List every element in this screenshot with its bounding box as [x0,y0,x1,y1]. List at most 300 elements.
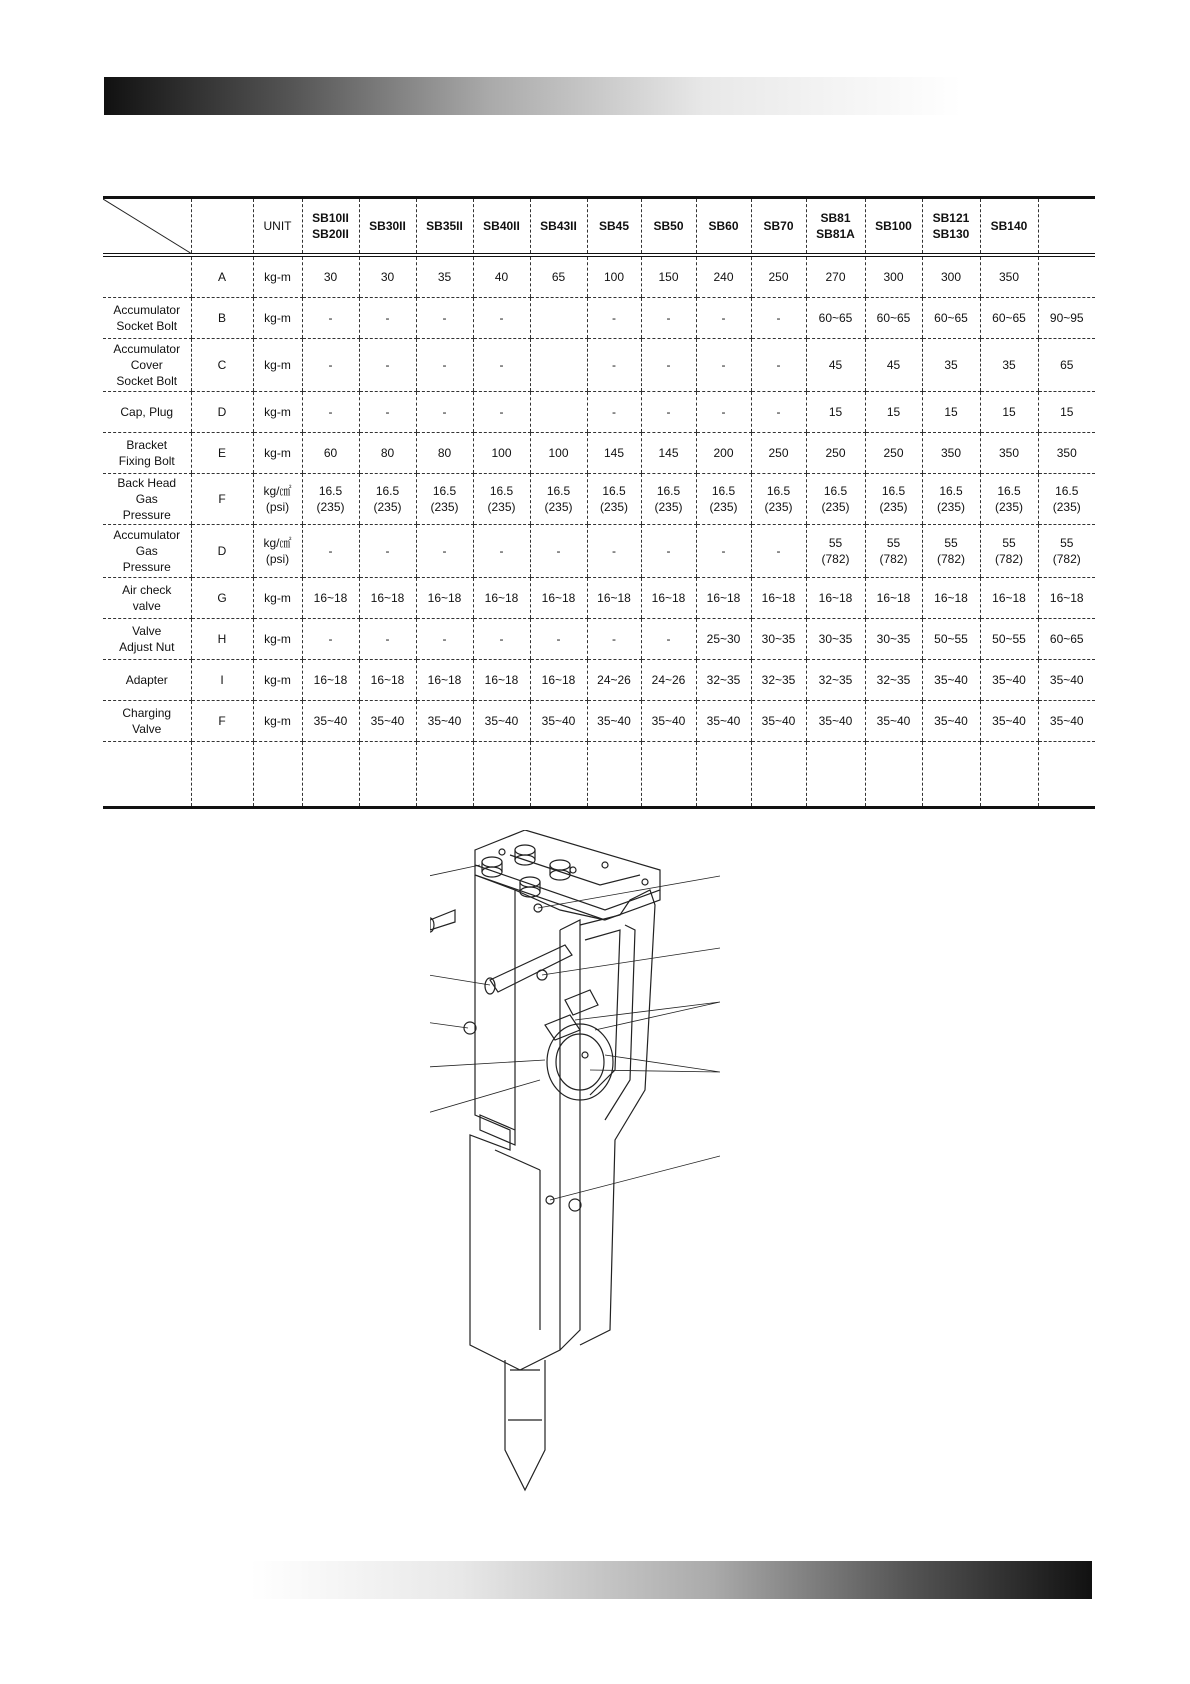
model-header [302,198,359,256]
cell-line: 16~18 [484,673,519,687]
cell-line: 16.5 [711,484,736,498]
blank-cell [865,742,922,808]
value-cell [696,474,751,525]
value-cell [641,392,696,433]
unit-cell [253,474,302,525]
value-cell [865,474,922,525]
cell-line: 80 [437,446,452,460]
value-cell [641,339,696,392]
value-cell [302,578,359,619]
unit-cell [253,660,302,701]
cell-line: 30~35 [818,632,853,646]
cell-line: - [776,544,781,558]
value-cell [641,619,696,660]
cell-line: (235) [544,500,573,514]
cell-line: 16~18 [427,591,462,605]
value-cell [302,474,359,525]
part-name-cell [103,298,191,339]
cell-line: 16~18 [651,591,686,605]
value-cell [806,433,865,474]
value-cell [530,255,587,298]
cell-line: 35 [944,358,958,372]
cell-line: kg/㎠ [263,484,292,498]
cell-line: 350 [998,270,1020,284]
value-cell [806,339,865,392]
part-code-cell: C [191,339,253,392]
value-cell [696,339,751,392]
cell-line: 150 [658,270,679,284]
cell-line: 35~40 [934,673,968,687]
cell-line: 100 [548,446,569,460]
value-cell [980,660,1038,701]
value-cell [1038,474,1095,525]
part-name-cell [103,474,191,525]
cell-line: - [499,632,504,646]
cell-line: - [385,632,390,646]
cell-line: 30~35 [876,632,911,646]
cell-line: kg-m [264,311,291,325]
value-cell [865,392,922,433]
cell-line: valve [132,599,161,613]
cell-line: SB121 [932,211,970,225]
cell-line: 16~18 [876,591,911,605]
cell-line: - [556,544,561,558]
cell-line: 55 [1002,536,1016,550]
cell-line: (235) [879,500,908,514]
cell-line: (782) [1052,552,1081,566]
cell-line: 35~40 [427,714,462,728]
cell-line: 32~35 [818,673,853,687]
model-header [473,198,530,256]
cell-line: Valve [132,624,162,638]
value-cell [473,701,530,742]
cell-line: 25~30 [706,632,741,646]
part-name-cell [103,255,191,298]
value-cell [302,660,359,701]
cell-line: - [721,405,726,419]
cell-line: - [612,632,616,646]
value-cell [302,339,359,392]
header-gradient-bar [104,77,962,115]
value-cell [359,701,416,742]
value-cell [1038,660,1095,701]
cell-line: 16~18 [541,673,576,687]
value-cell [751,433,806,474]
blank-cell [473,742,530,808]
cell-line: 32~35 [706,673,741,687]
value-cell [806,660,865,701]
part-code-cell: G [191,578,253,619]
value-cell [806,298,865,339]
value-cell [980,339,1038,392]
table-row [103,660,1095,701]
cell-line: 35~40 [651,714,686,728]
cell-line: 60~65 [876,311,911,325]
cell-line: 250 [883,446,904,460]
cell-line: SB30II [369,219,406,233]
value-cell [530,392,587,433]
value-cell [530,339,587,392]
cell-line: 300 [940,270,962,284]
value-cell [865,298,922,339]
part-code-cell: D [191,525,253,578]
value-cell [1038,433,1095,474]
cell-line: (782) [936,552,965,566]
value-cell [641,298,696,339]
value-cell [922,701,980,742]
cell-line: 65 [1060,358,1074,372]
value-cell [865,701,922,742]
cell-line: 16~18 [1049,591,1084,605]
value-cell [696,701,751,742]
cell-line: kg-m [264,358,291,372]
blank-cell [191,742,253,808]
cell-line: 35~40 [1049,673,1084,687]
value-cell [696,619,751,660]
value-cell [696,578,751,619]
footer-gradient-bar [250,1561,1092,1599]
value-cell [302,392,359,433]
cell-line: - [612,544,616,558]
header-code-cell [191,198,253,256]
cell-line: - [721,311,726,325]
cell-line: - [442,358,447,372]
value-cell [1038,298,1095,339]
part-name-cell [103,339,191,392]
cell-line: 250 [768,446,789,460]
cell-line: (235) [1052,500,1081,514]
cell-line: kg-m [264,591,291,605]
cell-line: 16~18 [992,591,1026,605]
cell-line: kg/㎠ [263,536,292,550]
cell-line: SB140 [990,219,1028,233]
cell-line: kg-m [264,446,291,460]
unit-cell [253,619,302,660]
table-row [103,433,1095,474]
part-name-cell [103,660,191,701]
table-row [103,701,1095,742]
part-name-cell [103,578,191,619]
value-cell [751,474,806,525]
value-cell [359,474,416,525]
value-cell [302,255,359,298]
value-cell [922,619,980,660]
cell-line: 40 [494,270,509,284]
cell-line: Cover [130,358,163,372]
model-header [865,198,922,256]
part-code-cell: F [191,701,253,742]
blank-cell [587,742,641,808]
cell-line: 45 [828,358,843,372]
value-cell [696,255,751,298]
cell-line: 350 [1056,446,1077,460]
value-cell [587,525,641,578]
value-cell [359,525,416,578]
cell-line: - [499,405,504,419]
cell-line: 16.5 [881,484,906,498]
unit-cell [253,339,302,392]
blank-cell [302,742,359,808]
value-cell [359,619,416,660]
cell-line: 16.5 [939,484,963,498]
table-row [103,619,1095,660]
value-cell [359,660,416,701]
cell-line: 35~40 [1049,714,1084,728]
cell-line: 15 [886,405,901,419]
value-cell [696,433,751,474]
value-cell [302,619,359,660]
cell-line: SB100 [875,219,912,233]
blank-cell [530,742,587,808]
value-cell [416,525,473,578]
value-cell [922,433,980,474]
model-header [751,198,806,256]
value-cell [473,392,530,433]
cell-line: 60~65 [934,311,968,325]
unit-cell [253,433,302,474]
cell-line: 35~40 [818,714,853,728]
cell-line: - [442,632,447,646]
cell-line: 16~18 [370,673,405,687]
cell-line: - [666,632,671,646]
cell-line: SB50 [653,219,684,233]
cell-line: 16~18 [934,591,968,605]
cell-line: - [721,544,726,558]
cell-line: 30~35 [761,632,796,646]
cell-line: 60~65 [1049,632,1084,646]
cell-line: 16.5 [823,484,848,498]
cell-line: 16~18 [597,591,631,605]
value-cell [865,255,922,298]
cell-line: 55 [886,536,901,550]
value-cell [587,619,641,660]
table-row [103,298,1095,339]
cell-line: - [328,358,333,372]
value-cell [980,619,1038,660]
cell-line: 145 [603,446,625,460]
cell-line: 16~18 [313,591,348,605]
cell-line: 35~40 [876,714,911,728]
value-cell [865,433,922,474]
cell-line: 60~65 [818,311,853,325]
value-cell [530,701,587,742]
cell-line: 35~40 [992,673,1026,687]
part-code-cell: D [191,392,253,433]
value-cell [416,255,473,298]
value-cell [416,578,473,619]
cell-line: 200 [713,446,734,460]
value-cell [696,392,751,433]
blank-cell [1038,742,1095,808]
value-cell [806,619,865,660]
model-header [641,198,696,256]
value-cell [302,433,359,474]
blank-cell [359,742,416,808]
cell-line: 35~40 [313,714,348,728]
model-header [980,198,1038,256]
value-cell [1038,392,1095,433]
part-code-cell: F [191,474,253,525]
cell-line: - [499,544,504,558]
blank-cell [253,742,302,808]
cell-line: (782) [879,552,908,566]
unit-cell [253,298,302,339]
cell-line: Bracket [126,438,168,452]
cell-line: 15 [1060,405,1074,419]
value-cell [806,525,865,578]
blank-cell [980,742,1038,808]
cell-line: - [776,311,781,325]
cell-line: - [721,358,726,372]
cell-line: SB35II [426,219,463,233]
value-cell [473,525,530,578]
cell-line: SB20II [312,227,349,241]
unit-cell [253,578,302,619]
blank-cell [922,742,980,808]
cell-line: - [328,544,333,558]
cell-line: 35~40 [706,714,741,728]
value-cell [806,255,865,298]
header-corner-cell [103,198,191,256]
cell-line: 16~18 [761,591,796,605]
value-cell [1038,701,1095,742]
value-cell [751,701,806,742]
value-cell [530,474,587,525]
cell-line: 100 [603,270,625,284]
table-row [103,255,1095,298]
cell-line: 250 [825,446,846,460]
value-cell [980,525,1038,578]
cell-line: SB60 [708,219,739,233]
part-code-cell: H [191,619,253,660]
cell-line: 30 [323,270,338,284]
cell-line: Air check [122,583,172,597]
cell-line: 16.5 [546,484,571,498]
cell-line: - [499,311,504,325]
value-cell [587,339,641,392]
cell-line: (235) [316,500,345,514]
value-cell [641,660,696,701]
part-name-cell [103,525,191,578]
cell-line: 50~55 [934,632,968,646]
cell-line: - [666,405,671,419]
value-cell [865,660,922,701]
cell-line: - [328,311,333,325]
cell-line: 32~35 [876,673,911,687]
model-header [696,198,751,256]
cell-line: 55 [1060,536,1074,550]
cell-line: 50~55 [992,632,1026,646]
value-cell [530,298,587,339]
value-cell [751,255,806,298]
value-cell [416,298,473,339]
value-cell [587,578,641,619]
value-cell [530,660,587,701]
cell-line: (782) [821,552,850,566]
value-cell [473,255,530,298]
unit-cell [253,701,302,742]
cell-line: SB10II [312,211,349,225]
value-cell [922,578,980,619]
cell-line: Pressure [122,508,171,522]
cell-line: 80 [380,446,395,460]
cell-line: Accumulator [113,303,181,317]
value-cell [359,433,416,474]
torque-spec-table [103,196,1095,809]
value-cell [980,392,1038,433]
cell-line: 60 [323,446,338,460]
cell-line: kg-m [264,405,291,419]
part-name-cell [103,392,191,433]
value-cell [865,619,922,660]
table-row [103,392,1095,433]
cell-line: 35~40 [484,714,519,728]
cell-line: 270 [825,270,846,284]
cell-line: 16.5 [489,484,514,498]
cell-line: 55 [828,536,843,550]
value-cell [1038,339,1095,392]
cell-line: - [328,405,333,419]
cell-line: - [666,311,671,325]
value-cell [416,339,473,392]
blank-cell [806,742,865,808]
value-cell [922,660,980,701]
cell-line: 145 [658,446,679,460]
value-cell [922,339,980,392]
value-cell [696,525,751,578]
cell-line: 250 [768,270,789,284]
value-cell [641,525,696,578]
cell-line: (782) [994,552,1023,566]
value-cell [416,701,473,742]
value-cell [751,660,806,701]
cell-line: 350 [940,446,962,460]
cell-line: 55 [944,536,958,550]
model-header [530,198,587,256]
value-cell [416,433,473,474]
cell-line: Fixing Bolt [118,454,175,468]
value-cell [980,298,1038,339]
value-cell [806,578,865,619]
blank-cell [641,742,696,808]
cell-line: Adjust Nut [119,640,175,654]
cell-line: - [499,358,504,372]
cell-line: - [385,544,390,558]
cell-line: - [612,311,616,325]
value-cell [587,660,641,701]
value-cell [587,392,641,433]
value-cell [641,474,696,525]
cell-line: 16.5 [997,484,1021,498]
part-code-cell: I [191,660,253,701]
unit-header: UNIT [253,198,302,256]
cell-line: SB70 [763,219,794,233]
value-cell [473,474,530,525]
cell-line: 16.5 [766,484,791,498]
value-cell [530,525,587,578]
cell-line: - [385,358,390,372]
part-code-cell: B [191,298,253,339]
cell-line: Accumulator [113,528,181,542]
table-row [103,474,1095,525]
cell-line: 45 [886,358,901,372]
value-cell [922,255,980,298]
cell-line: Accumulator [113,342,181,356]
cell-line: - [666,358,671,372]
value-cell [1038,255,1095,298]
value-cell [359,339,416,392]
value-cell [641,578,696,619]
